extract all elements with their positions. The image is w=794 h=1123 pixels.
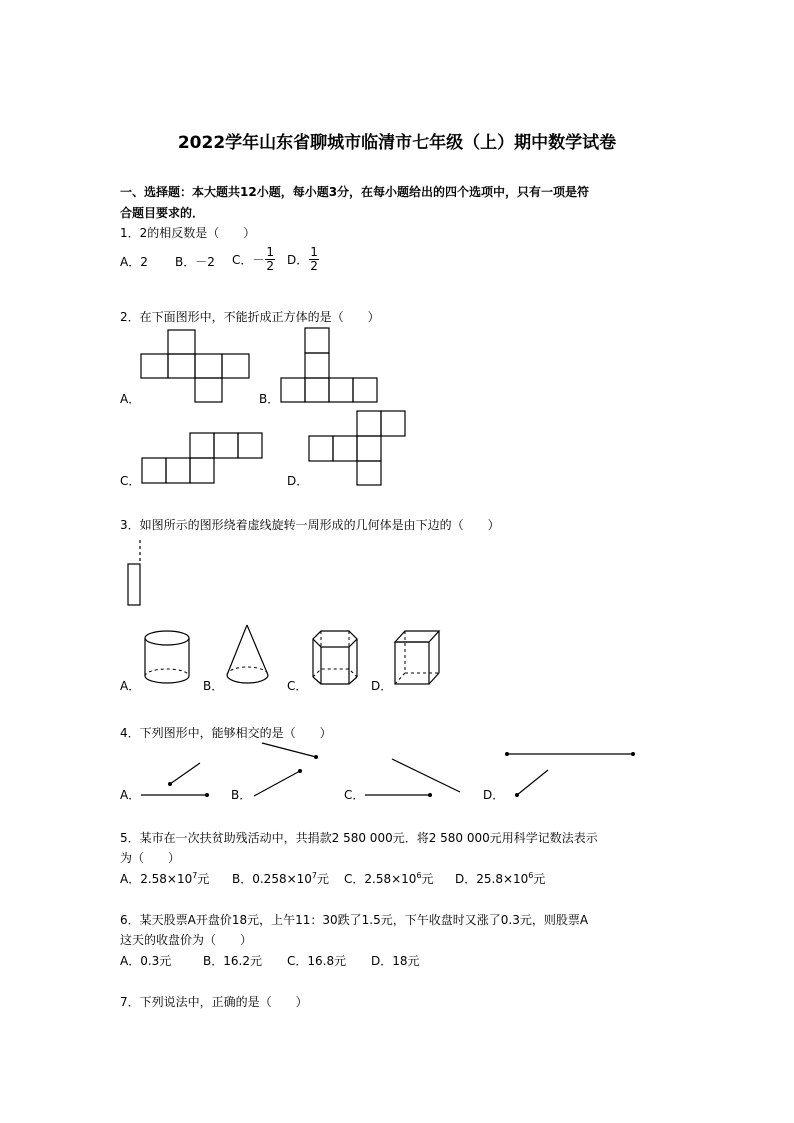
q1-option-a: A．2 [120, 255, 148, 269]
q5-option-d [455, 870, 545, 887]
question-6-line1: 6．某天股票A开盘价18元，上午11：30跌了1.5元，下午收盘时又涨了0.3元，则股票A [120, 913, 589, 927]
q4-figure-c [362, 756, 466, 798]
q6-option-a: A．0.3元 [120, 954, 172, 968]
q1-option-c-label: C．－ [232, 253, 265, 267]
q1-option-b: B．－2 [175, 255, 215, 269]
q3-cylinder [142, 628, 194, 688]
q2-net-c [140, 431, 266, 487]
q3-option-d-label: D． [371, 679, 393, 693]
q1-option-d-denominator: 2 [310, 259, 318, 273]
q1-option-d-fraction [309, 246, 319, 273]
q4-option-b-label: B． [231, 788, 252, 802]
q3-option-a-label: A． [120, 679, 141, 693]
question-5-line2: 为（ ） [120, 851, 181, 865]
q2-option-c-label: C． [120, 474, 141, 488]
q5-option-d-base: D．25.8×10 [455, 872, 529, 886]
q1-option-c [232, 246, 276, 273]
q5-option-b-unit: 元 [317, 872, 330, 886]
q1-option-c-numerator: 1 [266, 245, 275, 259]
question-2-stem: 2．在下面图形中，不能折成正方体的是（ ） [120, 310, 380, 324]
q2-option-b-label: B． [259, 392, 280, 406]
question-3-stem: 3．如图所示的图形绕着虚线旋转一周形成的几何体是由下边的（ ） [120, 518, 500, 532]
question-4-stem: 4．下列图形中，能够相交的是（ ） [120, 726, 332, 740]
section-heading-line2: 合题目要求的． [120, 206, 205, 220]
q3-rotation-figure [124, 540, 146, 608]
q1-option-c-denominator: 2 [266, 259, 275, 273]
q4-figure-a [138, 760, 214, 802]
q2-net-b [280, 326, 382, 404]
q5-option-b-exponent: 7 [311, 871, 318, 880]
q2-option-d-label: D． [287, 474, 309, 488]
q4-option-a-label: A． [120, 788, 141, 802]
q5-option-d-unit: 元 [533, 872, 546, 886]
q6-option-b: B．16.2元 [203, 954, 262, 968]
q2-net-a [140, 326, 252, 404]
q3-cube [393, 628, 443, 688]
question-5-line1: 5．某市在一次扶贫助残活动中，共捐款2 580 000元．将2 580 000元用科学记数法表示 [120, 831, 598, 845]
q6-option-d: D．18元 [371, 954, 420, 968]
q5-option-a-unit: 元 [197, 872, 210, 886]
q5-option-c-unit: 元 [421, 872, 434, 886]
section-heading-line1: 一、选择题：本大题共12小题，每小题3分，在每小题给出的四个选项中，只有一项是符 [120, 185, 590, 199]
q5-option-b [232, 870, 329, 887]
q6-option-c: C．16.8元 [287, 954, 347, 968]
q5-option-a-base: A．2.58×10 [120, 872, 193, 886]
q4-figure-b [252, 738, 324, 800]
q1-option-c-fraction [265, 246, 275, 273]
q4-figure-d [503, 748, 639, 800]
q1-option-d [287, 246, 320, 273]
q3-option-b-label: B． [203, 679, 224, 693]
q3-option-c-label: C． [287, 679, 308, 693]
q5-option-a [120, 870, 209, 887]
q4-option-c-label: C． [344, 788, 365, 802]
q2-net-d [308, 409, 410, 487]
q5-option-d-exponent: 6 [528, 871, 534, 880]
page-title: 2022学年山东省聊城市临清市七年级（上）期中数学试卷 [177, 133, 617, 153]
q5-option-c-base: C．2.58×10 [344, 872, 417, 886]
q4-option-d-label: D． [483, 788, 505, 802]
q3-hexagonal-prism [311, 628, 361, 688]
question-7-stem: 7．下列说法中，正确的是（ ） [120, 995, 308, 1009]
question-1-stem: 1．2的相反数是（ ） [120, 226, 256, 240]
q5-option-c-exponent: 6 [416, 871, 422, 880]
q1-option-d-numerator: 1 [310, 245, 318, 259]
question-6-line2: 这天的收盘价为（ ） [120, 933, 253, 947]
q5-option-b-base: B．0.258×10 [232, 872, 312, 886]
q5-option-c [344, 870, 434, 887]
q3-cone [224, 622, 272, 688]
q2-option-a-label: A． [120, 392, 141, 406]
q1-option-d-label: D． [287, 253, 309, 267]
q5-option-a-exponent: 7 [192, 871, 198, 880]
